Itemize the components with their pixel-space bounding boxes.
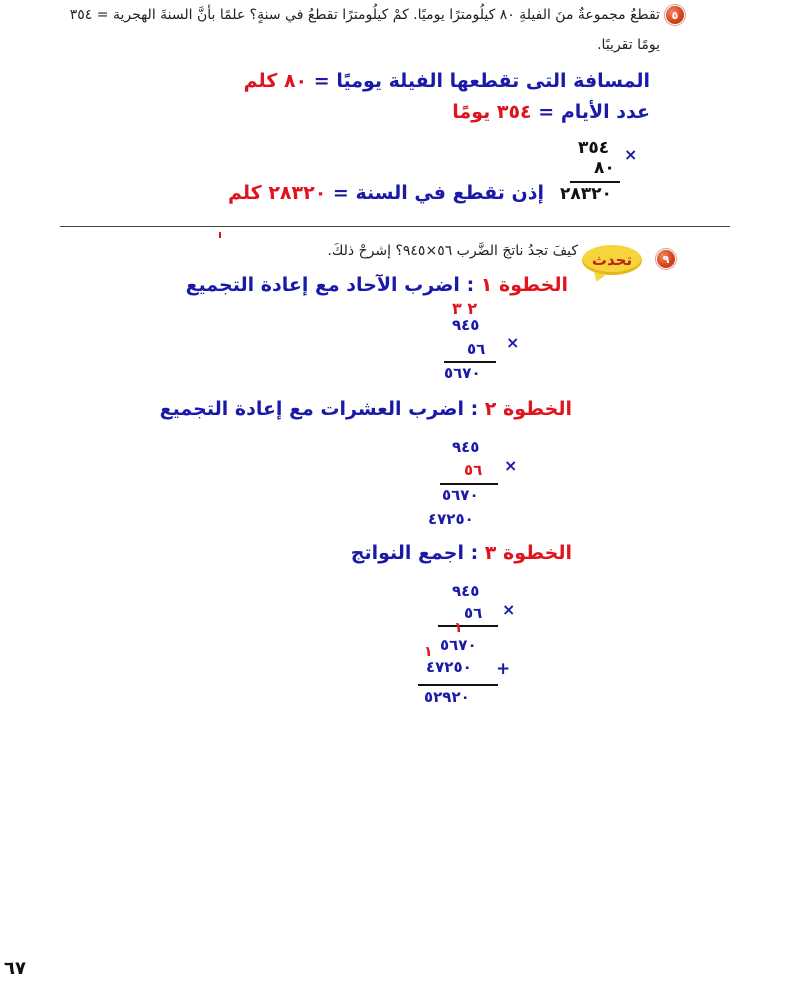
step-3-rule-2 xyxy=(418,684,498,686)
stray-red-mark xyxy=(219,232,221,238)
step-3-carry-left: ١ xyxy=(424,644,433,660)
step-2-times-icon: × xyxy=(504,456,518,475)
step-1-rule xyxy=(444,361,496,363)
step-3-carry-mid: ١ xyxy=(454,620,463,636)
step-1-description: : اضرب الآحاد مع إعادة التجميع xyxy=(185,274,475,296)
step-1-label: الخطوة ١ xyxy=(480,274,568,296)
q5-mult-bottom: ٨٠ xyxy=(594,158,615,178)
step-2-rule xyxy=(440,483,498,485)
answer-distance-label: المسافة التى تقطعها الفيلة يوميًا = xyxy=(313,70,650,92)
q5-mult-rule xyxy=(570,181,620,183)
step-3-times-icon: × xyxy=(502,600,516,619)
step-2-top: ٩٤٥ xyxy=(452,438,480,456)
step-2-partial-2: ٤٧٢٥٠ xyxy=(428,510,474,528)
answer-year-label: إذن تقطع في السنة = xyxy=(332,182,544,204)
question-9-text: كيفَ تجدُ ناتجَ الضَّرب ٥٦×٩٤٥؟ إشرحْ ذلكَ. xyxy=(327,243,578,259)
step-3-partial-2: ٤٧٢٥٠ xyxy=(426,658,472,676)
q5-mult-top: ٣٥٤ xyxy=(578,138,610,158)
step-1-bottom xyxy=(467,340,485,358)
question-9-badge: ٩ xyxy=(657,250,675,268)
step-1-top: ٩٤٥ xyxy=(452,316,480,334)
answer-year-line xyxy=(228,182,544,204)
question-5-badge: ٥ xyxy=(666,6,684,24)
step-2-description: : اضرب العشرات مع إعادة التجميع xyxy=(159,398,479,420)
answer-days-label: عدد الأيام = xyxy=(538,101,650,123)
q5-mult-result: ٢٨٣٢٠ xyxy=(560,184,612,204)
answer-days-line xyxy=(452,101,650,123)
q5-mult-times-icon: × xyxy=(624,145,638,164)
step-1-bottom-value: ٥٦ xyxy=(467,340,486,358)
step-3-description: : اجمع النواتج xyxy=(350,542,479,564)
page-number: ٦٧ xyxy=(4,958,26,979)
step-2-partial-1: ٥٦٧٠ xyxy=(442,486,479,504)
step-3-result: ٥٢٩٢٠ xyxy=(424,688,470,706)
answer-year-value: ٢٨٣٢٠ كلم xyxy=(227,182,327,204)
question-5-text-line2: يومًا تقريبًا. xyxy=(597,37,660,53)
step-1-times-icon: × xyxy=(506,333,520,352)
step-2-label: الخطوة ٢ xyxy=(484,398,572,420)
step-1-title xyxy=(186,274,568,296)
answer-distance-line xyxy=(244,70,650,92)
section-divider xyxy=(60,226,730,227)
answer-distance-value: ٨٠ كلم xyxy=(243,70,308,92)
step-3-rule-1 xyxy=(438,625,498,627)
step-3-label: الخطوة ٣ xyxy=(484,542,572,564)
step-3-bottom: ٥٦ xyxy=(464,604,483,622)
step-3-partial-1: ٥٦٧٠ xyxy=(440,636,477,654)
step-2-bottom: ٥٦ xyxy=(464,461,483,479)
step-1-result: ٥٦٧٠ xyxy=(444,364,481,382)
talk-bubble-icon: تحدث xyxy=(582,245,642,275)
step-3-title xyxy=(351,542,572,564)
step-1-carry-digits: ٢ ٣ xyxy=(452,299,478,318)
answer-days-value: ٣٥٤ يومًا xyxy=(452,101,532,123)
step-3-top: ٩٤٥ xyxy=(452,582,480,600)
question-5-text-line1: تقطعُ مجموعةٌ منَ الفيلةِ ٨٠ كيلُومترًا يوميًا. كمْ كيلُومترًا تقطعُ في سنةٍ؟ علمًا بأنَّ السنةَ الهجرية = ٣٥٤ xyxy=(69,7,660,23)
step-3-plus-icon: + xyxy=(496,659,511,679)
step-2-title xyxy=(160,398,572,420)
